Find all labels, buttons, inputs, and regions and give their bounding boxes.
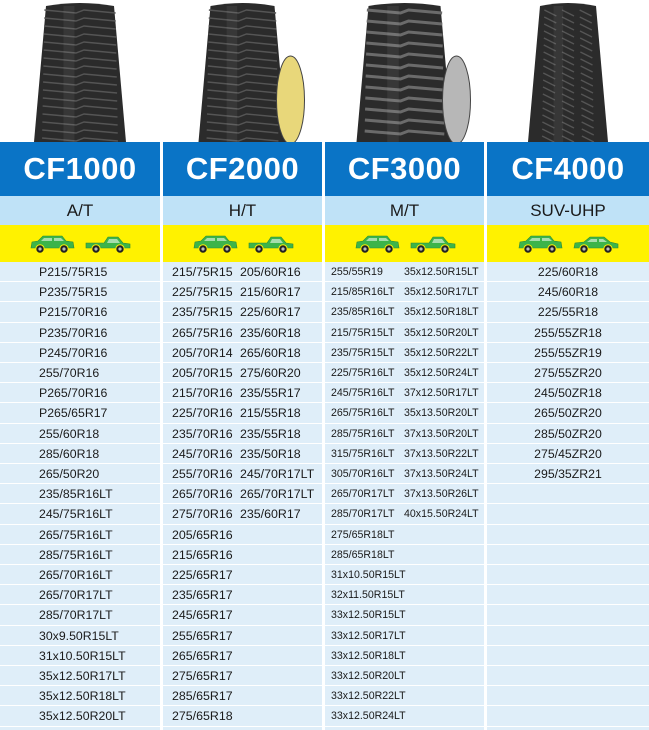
size-list <box>487 262 649 730</box>
suv-icon <box>28 233 76 255</box>
table-row <box>325 706 484 726</box>
table-row <box>0 363 160 383</box>
tire-size: 285/75R16LT <box>39 547 113 562</box>
table-row <box>487 565 649 585</box>
vehicle-types <box>0 225 160 262</box>
tire-size: 35x13.50R20LT <box>404 407 479 420</box>
tire-size: 285/65R17 <box>172 689 233 704</box>
tire-size: 255/70R16 <box>39 366 100 380</box>
tire-size: 215/65R16 <box>172 547 233 562</box>
tire-size: P235/75R15 <box>39 285 108 300</box>
tire-size: 33x12.50R22LT <box>331 690 406 703</box>
tire-size: 285/60R18 <box>39 446 100 461</box>
tire-size: 205/70R15 <box>172 366 233 380</box>
suv-icon <box>191 233 239 255</box>
table-row <box>163 424 322 444</box>
table-row <box>325 424 484 444</box>
tire-photo <box>0 0 160 142</box>
tire-size: 215/75R15LT <box>331 326 395 339</box>
table-row <box>325 525 484 545</box>
model-header: CF2000 <box>163 142 322 196</box>
tire-size: 285/70R17LT <box>331 508 395 521</box>
column-divider <box>484 142 487 730</box>
tire-size: 235/70R16 <box>172 426 233 441</box>
tire-size: 35x12.50R22LT <box>404 346 479 359</box>
tire-size: 305/70R16LT <box>331 468 395 480</box>
table-row <box>0 464 160 484</box>
table-row <box>487 585 649 605</box>
table-row <box>163 302 322 322</box>
tire-image <box>487 0 649 142</box>
table-row <box>163 323 322 343</box>
table-row <box>163 343 322 363</box>
table-row <box>0 706 160 726</box>
tire-size: 32x11.50R15LT <box>331 589 405 602</box>
table-row <box>325 383 484 403</box>
table-row <box>163 484 322 504</box>
tire-size: 33x12.50R18LT <box>331 649 406 662</box>
tire-size: P265/65R17 <box>39 406 108 421</box>
table-row <box>163 262 322 282</box>
table-row <box>0 323 160 343</box>
table-row <box>325 504 484 524</box>
table-row <box>325 343 484 363</box>
table-row <box>0 484 160 504</box>
table-row <box>0 666 160 686</box>
tire-size: 255/65R17 <box>172 628 233 643</box>
tire-photo <box>325 0 484 142</box>
table-row <box>487 424 649 444</box>
tire-size: 235/85R16LT <box>39 487 113 502</box>
table-row <box>487 686 649 706</box>
table-row <box>487 302 649 322</box>
tire-size: 31x10.50R15LT <box>331 569 406 581</box>
tire-size: 33x12.50R24LT <box>331 710 406 723</box>
tire-size: 35x12.50R20LT <box>404 326 479 339</box>
table-row <box>0 525 160 545</box>
size-list <box>0 262 160 730</box>
table-row <box>0 545 160 565</box>
tire-size: 245/75R16LT <box>331 387 395 400</box>
tire-size: 275/65R18LT <box>331 528 395 541</box>
tire-size: 265/50R20 <box>39 467 100 481</box>
table-row <box>0 403 160 423</box>
tire-size: P245/70R16 <box>39 345 108 360</box>
table-row <box>163 545 322 565</box>
tire-size: 35x12.50R18LT <box>39 689 126 704</box>
tire-size: 245/70R16 <box>172 446 233 461</box>
table-row <box>325 262 484 282</box>
tire-image <box>163 0 322 142</box>
tire-size: 225/55R18 <box>537 305 599 320</box>
tire-size: 265/70R16 <box>172 487 233 502</box>
table-row <box>487 605 649 625</box>
size-list <box>163 262 322 730</box>
column-cf3000 <box>325 0 484 730</box>
pickup-icon <box>84 233 132 255</box>
table-row <box>487 323 649 343</box>
table-row <box>163 444 322 464</box>
column-divider <box>160 142 163 730</box>
tire-size: 265/70R16LT <box>39 568 113 582</box>
table-row <box>0 565 160 585</box>
tire-size: 235/85R16LT <box>331 306 395 319</box>
tire-size: 235/60R18 <box>240 325 301 340</box>
tire-size: 265/60R18 <box>240 345 301 360</box>
table-row <box>487 383 649 403</box>
table-row <box>325 565 484 585</box>
table-row <box>0 626 160 646</box>
tire-size: 40x15.50R24LT <box>404 508 479 521</box>
tire-size: 255/60R18 <box>39 426 100 441</box>
tire-size: 265/75R16 <box>172 325 233 340</box>
table-row <box>325 484 484 504</box>
vehicle-types <box>325 225 484 262</box>
table-row <box>163 504 322 524</box>
table-row <box>163 686 322 706</box>
tire-size: 255/55ZR18 <box>534 325 602 340</box>
table-row <box>325 545 484 565</box>
table-row <box>487 262 649 282</box>
tire-size: P235/70R16 <box>39 325 108 340</box>
table-row <box>487 444 649 464</box>
tire-size: 285/65R18LT <box>331 548 395 561</box>
table-row <box>325 585 484 605</box>
table-row <box>0 646 160 666</box>
table-row <box>163 383 322 403</box>
table-row <box>0 383 160 403</box>
table-row <box>163 666 322 686</box>
tire-size: 275/55ZR20 <box>534 366 602 380</box>
tire-size: 255/55ZR19 <box>534 345 602 360</box>
table-row <box>487 666 649 686</box>
tire-size: 265/70R17LT <box>39 588 113 603</box>
vehicle-types <box>163 225 322 262</box>
tire-size: 255/70R16 <box>172 467 233 481</box>
tire-size: 275/65R18 <box>172 709 233 724</box>
table-row <box>163 706 322 726</box>
tire-size: 225/60R17 <box>240 305 301 320</box>
tire-size: 215/75R15 <box>172 265 233 279</box>
table-row <box>163 605 322 625</box>
column-divider <box>322 142 325 730</box>
table-row <box>487 403 649 423</box>
tire-size: P265/70R16 <box>39 386 108 401</box>
table-row <box>487 282 649 302</box>
tire-size: P215/70R16 <box>39 305 108 320</box>
table-row <box>0 282 160 302</box>
tire-size: 33x12.50R17LT <box>331 629 406 642</box>
tire-size: 265/75R16LT <box>331 407 395 420</box>
table-row <box>163 282 322 302</box>
category-label: M/T <box>325 196 484 225</box>
tire-size: 205/60R16 <box>240 265 301 279</box>
table-row <box>163 646 322 666</box>
tire-size: 225/75R15 <box>172 285 233 300</box>
tire-size: 235/65R17 <box>172 588 233 603</box>
tire-size: 315/75R16LT <box>331 447 395 460</box>
size-list <box>325 262 484 730</box>
table-row <box>325 444 484 464</box>
tire-size: 265/75R16LT <box>39 527 113 542</box>
model-header: CF3000 <box>325 142 484 196</box>
tire-size: 235/55R18 <box>240 426 301 441</box>
table-row <box>0 686 160 706</box>
suv-icon <box>353 233 401 255</box>
tire-size: 295/35ZR21 <box>534 467 602 481</box>
table-row <box>325 686 484 706</box>
table-row <box>163 464 322 484</box>
tire-size: 35x12.50R17LT <box>39 669 126 683</box>
table-row <box>0 504 160 524</box>
tire-size: 245/70R17LT <box>240 467 315 481</box>
table-row <box>163 525 322 545</box>
category-label: H/T <box>163 196 322 225</box>
tire-size: 35x12.50R18LT <box>404 306 479 319</box>
table-row <box>325 403 484 423</box>
tire-size: 35x12.50R17LT <box>404 286 479 299</box>
tire-size: 215/60R17 <box>240 285 301 300</box>
tire-size: 35x12.50R20LT <box>39 709 126 724</box>
table-row <box>325 302 484 322</box>
tire-photo <box>487 0 649 142</box>
tire-size: 265/70R17LT <box>331 488 395 501</box>
tire-size: 225/60R18 <box>537 265 599 279</box>
column-cf4000 <box>487 0 649 730</box>
tire-size: 275/60R20 <box>240 366 301 380</box>
tire-size: 275/65R17 <box>172 669 233 683</box>
tire-size: 235/75R15 <box>172 305 233 320</box>
table-row <box>325 363 484 383</box>
pickup-icon <box>409 233 457 255</box>
tire-size: 215/70R16 <box>172 386 233 401</box>
table-row <box>163 363 322 383</box>
table-row <box>163 403 322 423</box>
table-row <box>0 343 160 363</box>
tire-size: 235/50R18 <box>240 446 301 461</box>
category-label: A/T <box>0 196 160 225</box>
column-cf2000 <box>163 0 322 730</box>
table-row <box>163 565 322 585</box>
tire-size: 285/75R16LT <box>331 427 395 440</box>
tire-size: 265/65R17 <box>172 648 233 663</box>
tire-size: 37x13.50R26LT <box>404 488 479 501</box>
table-row <box>0 444 160 464</box>
tire-size: 285/50ZR20 <box>534 426 602 441</box>
table-row <box>163 585 322 605</box>
category-label: SUV-UHP <box>487 196 649 225</box>
tire-size: 245/50ZR18 <box>534 386 602 401</box>
tire-size: 225/70R16 <box>172 406 233 421</box>
table-row <box>487 646 649 666</box>
table-row <box>0 605 160 625</box>
tire-size: 35x12.50R15LT <box>404 266 479 278</box>
column-cf1000 <box>0 0 160 730</box>
tire-size: 255/55R19 <box>331 266 383 278</box>
table-row <box>325 646 484 666</box>
table-row <box>487 484 649 504</box>
tire-image <box>0 0 160 142</box>
tire-size: 275/70R16 <box>172 507 233 522</box>
table-row <box>487 706 649 726</box>
tire-size: 245/60R18 <box>537 285 599 300</box>
table-row <box>163 626 322 646</box>
table-row <box>325 666 484 686</box>
table-row <box>487 464 649 484</box>
tire-size: 205/70R14 <box>172 345 233 360</box>
tire-size: 37x13.50R24LT <box>404 468 479 480</box>
model-header: CF4000 <box>487 142 649 196</box>
tire-size: 235/75R15LT <box>331 346 395 359</box>
tire-photo <box>163 0 322 142</box>
pickup-icon <box>247 233 295 255</box>
tire-size: 37x13.50R20LT <box>404 427 479 440</box>
tire-size: 33x12.50R20LT <box>331 670 406 682</box>
table-row <box>487 626 649 646</box>
table-row <box>325 282 484 302</box>
table-row <box>487 545 649 565</box>
table-row <box>487 504 649 524</box>
tire-size: 225/75R16LT <box>331 367 395 379</box>
model-header: CF1000 <box>0 142 160 196</box>
tire-size: 245/75R16LT <box>39 507 113 522</box>
tire-image <box>325 0 484 142</box>
tire-size: 33x12.50R15LT <box>331 609 406 622</box>
tire-size: 225/65R17 <box>172 568 233 582</box>
table-row <box>487 343 649 363</box>
tire-size: 31x10.50R15LT <box>39 648 126 663</box>
table-row <box>487 363 649 383</box>
tire-size: 235/60R17 <box>240 507 301 522</box>
tire-size: 37x13.50R22LT <box>404 447 479 460</box>
table-row <box>325 323 484 343</box>
tire-size: 215/85R16LT <box>331 286 395 299</box>
sedan-icon <box>572 233 620 255</box>
table-row <box>325 464 484 484</box>
table-row <box>325 605 484 625</box>
suv-icon <box>516 233 564 255</box>
tire-size: 215/55R18 <box>240 406 301 421</box>
table-row <box>487 525 649 545</box>
tire-size: 285/70R17LT <box>39 608 113 623</box>
table-row <box>0 262 160 282</box>
table-row <box>0 585 160 605</box>
table-row <box>0 424 160 444</box>
tire-size: 37x12.50R17LT <box>404 387 479 400</box>
vehicle-types <box>487 225 649 262</box>
table-row <box>0 302 160 322</box>
table-row <box>325 626 484 646</box>
tire-size: 265/50ZR20 <box>534 406 602 421</box>
tire-size: 35x12.50R24LT <box>404 367 479 379</box>
tire-size: 235/55R17 <box>240 386 301 401</box>
tire-size: P215/75R15 <box>39 265 108 279</box>
tire-size: 275/45ZR20 <box>534 446 602 461</box>
tire-size: 265/70R17LT <box>240 487 315 502</box>
tire-size: 30x9.50R15LT <box>39 628 119 643</box>
tire-size: 205/65R16 <box>172 527 233 542</box>
tire-size: 245/65R17 <box>172 608 233 623</box>
